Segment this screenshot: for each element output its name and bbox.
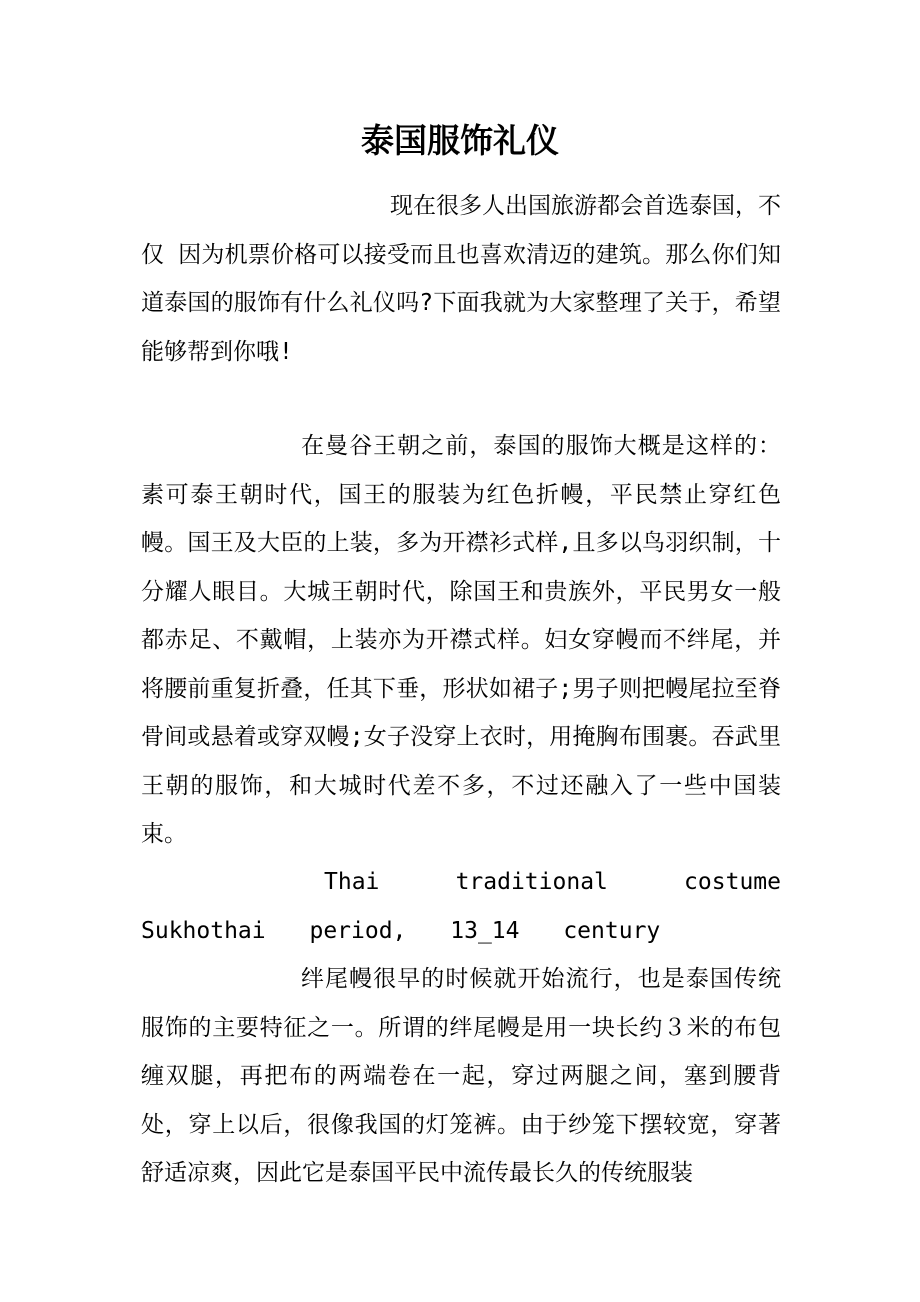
intro-paragraph: 现在很多人出国旅游都会首选泰国，不仅 因为机票价格可以接受而且也喜欢清迈的建筑。那么你们知道泰国的服饰有什么礼仪吗?下面我就为大家整理了关于，希望能够帮到你哦! xyxy=(141,193,781,365)
history-paragraph: 在曼谷王朝之前，泰国的服饰大概是这样的：素可泰王朝时代，国王的服装为红色折幔，平民禁止穿红色幔。国王及大臣的上装，多为开襟衫式样,且多以鸟羽织制，十分耀人眼目。大城王朝时代，除国王和贵族外，平民男女一般都赤足、不戴帽，上装亦为开襟式样。妇女穿幔而不绊尾，并将腰前重复折叠，任其下垂，形状如裙子;男子则把幔尾拉至脊骨间或悬着或穿双幔;女子没穿上衣时，用掩胸布围裹。吞武里王朝的服饰，和大城时代差不多，不过还融入了一些中国装束。 xyxy=(141,433,781,847)
costume-paragraph: 绊尾幔很早的时候就开始流行，也是泰国传统服饰的主要特征之一。所谓的绊尾幔是用一块长约３米的布包缠双腿，再把布的两端卷在一起，穿过两腿之间，塞到腰背处，穿上以后，很像我国的灯笼裤。由于纱笼下摆较宽，穿著舒适凉爽，因此它是泰国平民中流传最长久的传统服装 xyxy=(141,966,781,1186)
caption-paragraph: Thai traditional costume Sukhothai period, 13_14 century xyxy=(141,869,781,944)
document-title: 泰国服饰礼仪 xyxy=(361,121,559,160)
